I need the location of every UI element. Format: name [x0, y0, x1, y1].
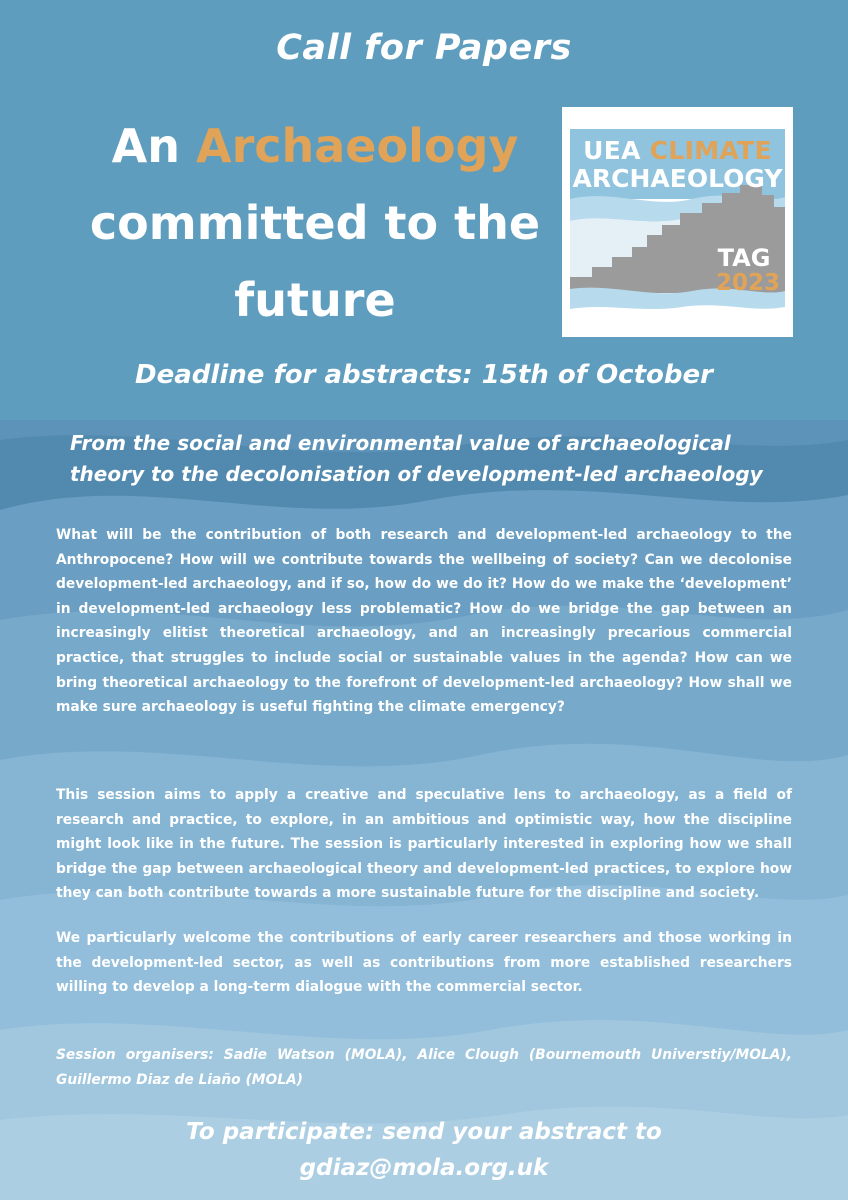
deadline-notice: Deadline for abstracts: 15th of October [135, 360, 713, 390]
uea-climate-archaeology-logo [562, 107, 793, 337]
logo-accent-word: CLIMATE [649, 136, 772, 165]
logo-tag: TAG [717, 244, 771, 272]
call-for-papers-heading: Call for Papers [276, 28, 572, 68]
session-subtitle: From the social and environmental value of archaeological theory to the decolonisation of development-led archaeology [70, 431, 763, 486]
body-paragraph-2: This session aims to apply a creative and speculative lens to archaeology, as a field of research and practice, to explore, in an ambitious and optimistic way, how the discipline might look like in the future. The session is particularly interested in exploring how we shall bridge the gap between archaeological theory and development-led practices, to explore how they can both contribute towards a more sustainable future for the discipline and society. [56, 787, 792, 902]
body-paragraph-1: What will be the contribution of both research and development-led archaeology to the Anthropocene? How will we contribute towards the wellbeing of society? Can we decolonise development-led archaeology, and if so, how do we do it? How do we make the ‘development’ in development-led archaeology less problematic? How do we bridge the gap between an increasingly elitist theoretical archaeology, and an increasingly precarious commercial practice, that struggles to include social or sustainable values in the agenda? How can we bring theoretical archaeology to the forefront of development-led archaeology? How shall we make sure archaeology is useful fighting the climate emergency? [56, 527, 792, 716]
logo-prefix: UEA [583, 136, 650, 165]
title-part-2: committed to the future [89, 196, 541, 327]
session-organisers: Session organisers: Sadie Watson (MOLA), Alice Clough (Bournemouth Universtiy/MOLA), Guillermo Diaz de Liaño (MOLA) [56, 1047, 792, 1088]
logo-year: 2023 [716, 270, 781, 296]
title-accent-word: Archaeology [195, 119, 519, 173]
logo-line-1 [562, 136, 793, 165]
event-title [40, 108, 590, 339]
body-paragraph-3: We particularly welcome the contributions of early career researchers and those working in the development-led sector, as well as contributions from more established researchers willing to develop a long-term dialogue with the commercial sector. [56, 930, 792, 996]
contact-email-link[interactable]: gdiaz@mola.org.uk [299, 1155, 549, 1181]
participate-line: To participate: send your abstract to [186, 1119, 662, 1145]
title-part-1: An [111, 119, 196, 173]
logo-line-2: ARCHAEOLOGY [572, 164, 783, 193]
participation-info [0, 1114, 848, 1186]
